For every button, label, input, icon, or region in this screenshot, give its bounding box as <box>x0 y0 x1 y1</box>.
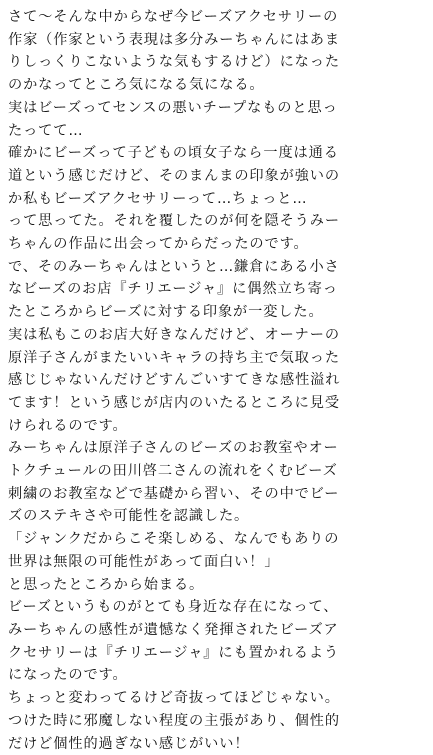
paragraph-lessons: みーちゃんは原洋子さんのビーズのお教室やオー トクチュールの田川啓二さんの流れをくむビーズ 刺繍のお教室などで基礎から習い、その中でビー ズのステキさや可能性を認識した。 <box>8 440 340 525</box>
paragraph-accessories: ビーズというものがとても身近な存在になって、 みーちゃんの感性が遺憾なく発揮されたビーズア クセサリーは『チリエージャ』にも置かれるよう になったのです。 <box>8 599 340 684</box>
paragraph-owner: 実は私もこのお店大好きなんだけど、オーナーの 原洋子さんがまたいいキャラの持ち主で気取った 感じじゃないんだけどすんごいすてきな感性溢れ てます！という感じが店内のいたるところに見受 けられるのです。 <box>8 326 341 434</box>
paragraph-intro: さて〜そんな中からなぜ今ビーズアクセサリーの 作家（作家という表現は多分みーちゃんにはあま りしっくりこないような気もするけど）になった のかなってところ気になる気になる。 <box>8 9 340 94</box>
paragraph-style: ちょっと変わってるけど奇抜ってほどじゃない。 つけた時に邪魔しない程度の主張があり、個性的 だけど個性的過ぎない感じがいい！ <box>8 690 340 752</box>
paragraph-childhood-impression: 確かにビーズって子どもの頃女子なら一度は通る 道という感じだけど、そのまんまの印象が強いの か私もビーズアクセサリーって…ちょっと… って思ってた。それを覆したのが何を隠そうみー ちゃんの作品に出会ってからだったのです。 <box>8 145 340 253</box>
paragraph-cheap-beads: 実はビーズってセンスの悪いチープなものと思っ たってて… <box>8 99 338 139</box>
paragraph-kamakura-shop: で、そのみーちゃんはというと…鎌倉にある小さ なビーズのお店『チリエージャ』に偶然立ち寄っ たところからビーズに対する印象が一変した。 <box>8 258 340 321</box>
paragraph-quote: 「ジャンクだからこそ楽しめる、なんでもありの 世界は無限の可能性があって面白い！」 <box>8 531 340 570</box>
paragraph-start: と思ったところから始まる。 <box>8 576 205 593</box>
